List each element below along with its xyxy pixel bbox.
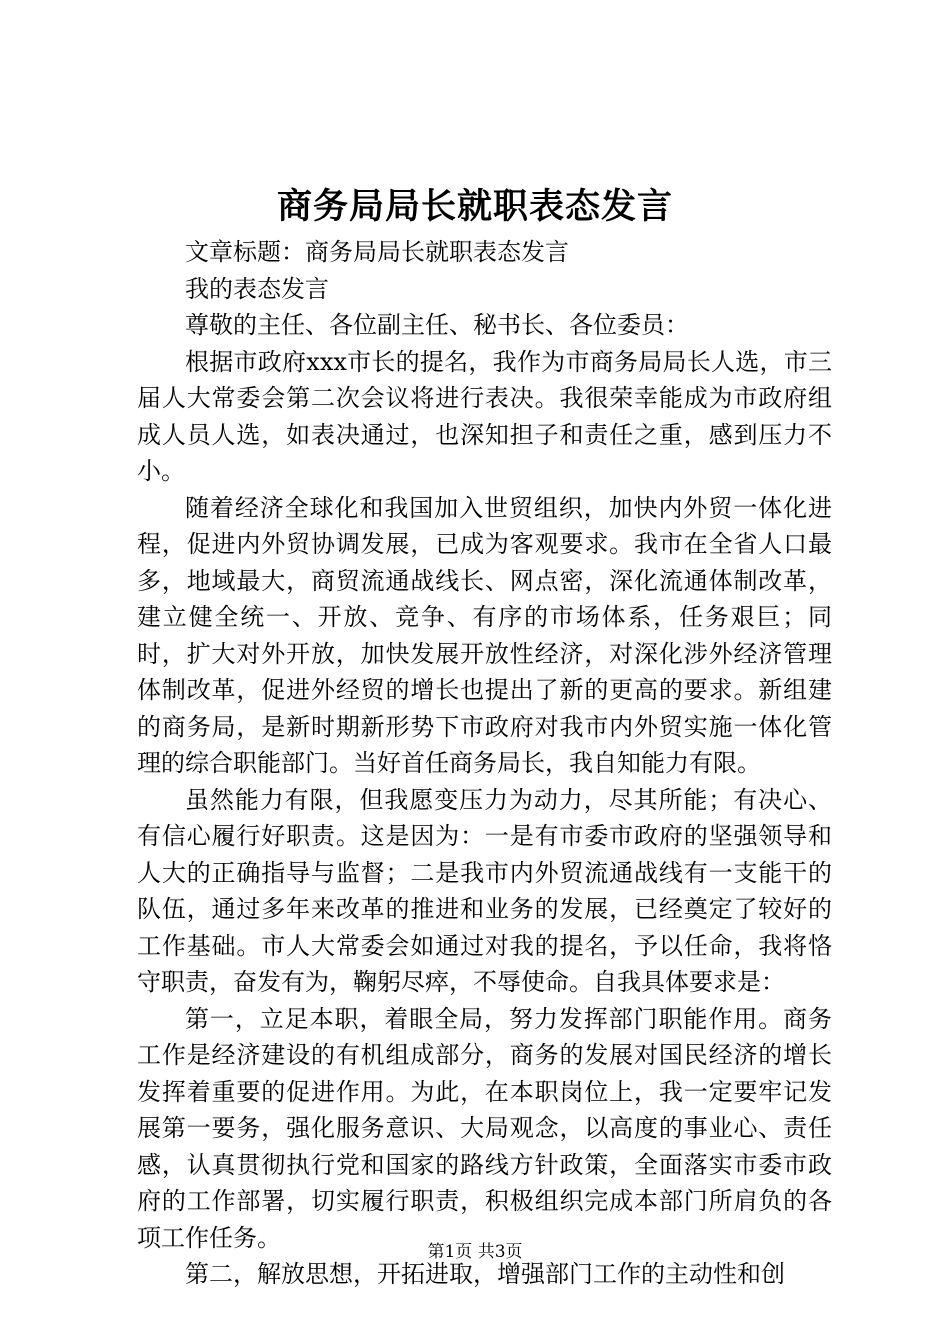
paragraph-body: 第一，立足本职，着眼全局，努力发挥部门职能作用。商务工作是经济建设的有机组成部分，商务的发展对国民经济的增长发挥着重要的促进作用。为此，在本职岗位上，我一定要牢记发展第一要务，强化服务意识、大局观念，以高度的事业心、责任感，认真贯彻执行党和国家的路线方针政策，全面落实市委市政府的工作部署，切实履行职责，积极组织完成本部门所肩负的各项工作任务。 <box>137 1004 832 1252</box>
page-number-footer: 第1页 共3页 <box>427 1242 523 1262</box>
paragraph-article-title: 文章标题：商务局局长就职表态发言 <box>185 238 569 266</box>
paragraph-body: 虽然能力有限，但我愿变压力为动力，尽其所能；有决心、有信心履行好职责。这是因为：一是有市委市政府的坚强领导和人大的正确指导与监督；二是我市内外贸流通战线有一支能干的队伍，通过多年来改革的推进和业务的发展，已经奠定了较好的工作基础。市人大常委会如通过对我的提名，予以任命，我将恪守职责，奋发有为，鞠躬尽瘁，不辱使命。自我具体要求是： <box>137 785 832 996</box>
paragraph-salutation: 尊敬的主任、各位副主任、秘书长、各位委员： <box>185 311 689 339</box>
document-title: 商务局局长就职表态发言 <box>276 186 673 227</box>
paragraph-body: 根据市政府xxx市长的提名，我作为市商务局局长人选，市三届人大常委会第二次会议将进行表决。我很荣幸能成为市政府组成人员人选，如表决通过，也深知担子和责任之重，感到压力不小。 <box>137 347 832 485</box>
paragraph-subtitle: 我的表态发言 <box>185 274 329 303</box>
paragraph-body: 随着经济全球化和我国加入世贸组织，加快内外贸一体化进程，促进内外贸协调发展，已成为客观要求。我市在全省人口最多，地域最大，商贸流通战线长、网点密，深化流通体制改革，建立健全统一、开放、竞争、有序的市场体系，任务艰巨；同时，扩大对外开放，加快发展开放性经济，对深化涉外经济管理体制改革，促进外经贸的增长也提出了新的更高的要求。新组建的商务局，是新时期新形势下市政府对我市内外贸实施一体化管理的综合职能部门。当好首任商务局长，我自知能力有限。 <box>137 493 832 777</box>
paragraph-body: 第二，解放思想，开拓进取，增强部门工作的主动性和创 <box>185 1260 785 1288</box>
document-body <box>137 234 832 1293</box>
